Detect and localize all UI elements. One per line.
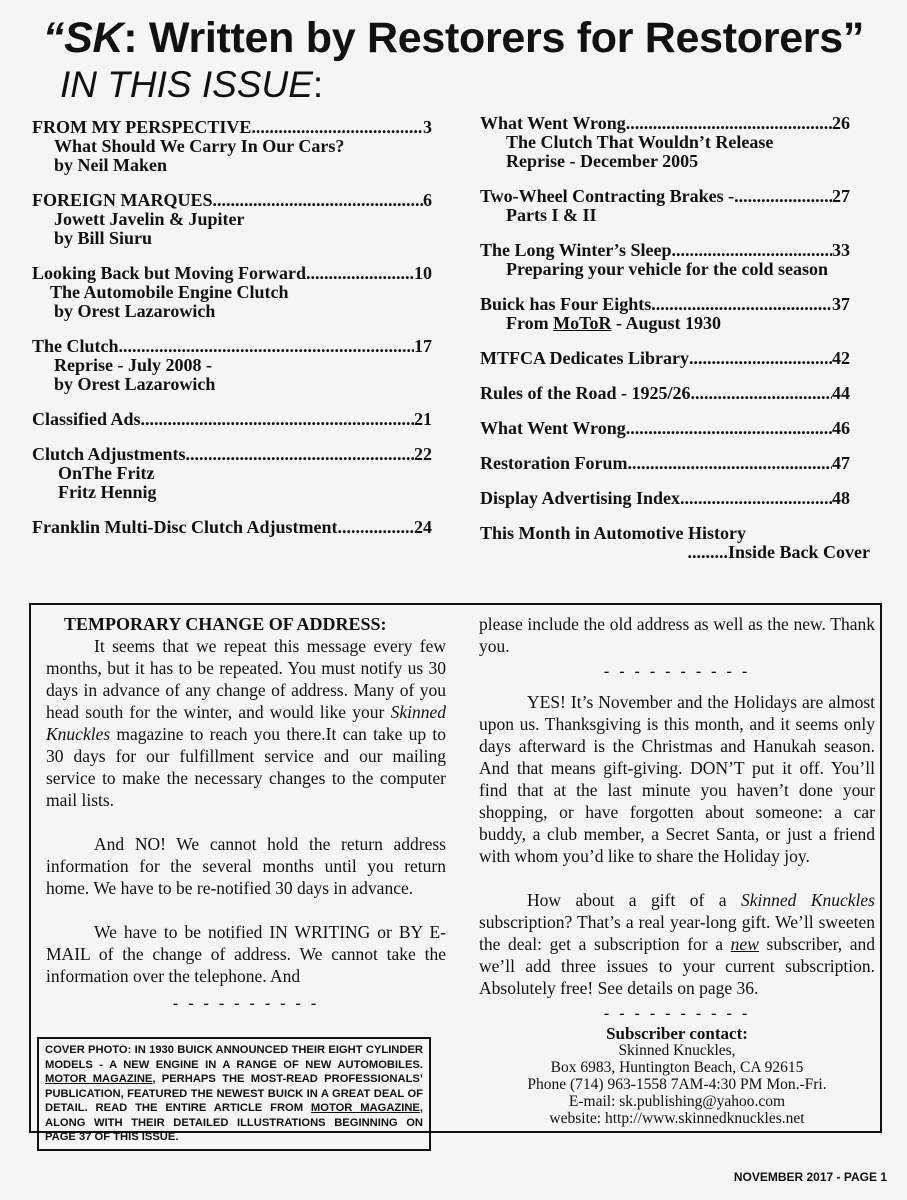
toc-leader [627,454,832,473]
toc-sub-date: - August 1930 [611,313,722,333]
notice-text: subscription? That’s a real year-long gift. We’ll sweeten the deal: get a subscription for a [479,912,875,954]
toc-subtitle-2: Reprise - December 2005 [506,151,699,171]
toc-subtitle: The Clutch That Wouldn’t Release [506,132,774,152]
toc-author: Fritz Hennig [58,482,157,502]
caption-text: COVER PHOTO: IN 1930 BUICK ANNOUNCED THEIR EIGHT CYLINDER MODELS - A NEW ENGINE IN A RANGE OF NEW AUTOMOBILES. [45,1044,423,1071]
toc-title: This Month in Automotive History [480,523,747,543]
notice-paragraph: And NO! We cannot hold the return address information for the several months until you return home. We have to be re-notified 30 days in advance. [46,834,446,898]
toc-entry[interactable] [480,187,850,225]
notice-paragraph [46,635,446,811]
notice-right-column [479,613,875,1033]
toc-left-column [32,118,432,553]
toc-title: What Went Wrong [480,113,626,133]
notice-text: magazine to reach you there.It can take up to 30 days for our fulfillment service and our mailing service to make the necessary changes to the computer mail lists. [46,724,446,810]
toc-leader [141,410,414,429]
toc-subtitle: OnThe Fritz [58,463,155,483]
toc-title: The Clutch [32,336,119,356]
contact-heading: Subscriber contact: [606,1024,748,1043]
toc-entry[interactable] [32,518,432,537]
subhead-colon: : [312,64,324,105]
toc-entry[interactable] [480,114,850,171]
toc-entry[interactable] [32,337,432,394]
toc-leader [213,191,423,210]
toc-leader [680,489,832,508]
toc-title: Two-Wheel Contracting Brakes - [480,186,735,206]
toc-author: by Orest Lazarowich [54,374,216,394]
toc-leader [691,384,833,403]
contact-website[interactable]: website: http://www.skinnedknuckles.net [549,1110,805,1127]
toc-leader [672,241,832,260]
toc-author: by Neil Maken [54,155,168,175]
toc-page: 47 [832,453,850,473]
toc-entry[interactable] [480,241,850,279]
toc-page: .........Inside Back Cover [687,542,870,562]
magazine-tagline [0,14,907,63]
toc-sub-motor: MoToR [553,313,612,333]
page-footer: NOVEMBER 2017 - PAGE 1 [733,1170,887,1184]
toc-title: Buick has Four Eights [480,294,652,314]
toc-title: Clutch Adjustments [32,444,186,464]
toc-entry[interactable] [480,523,870,562]
toc-entry[interactable] [32,410,432,429]
toc-entry[interactable] [480,419,850,438]
cover-photo-caption [37,1037,431,1151]
toc-subtitle [480,314,850,333]
notice-paragraph [479,889,875,999]
toc-entry[interactable] [32,264,432,321]
toc-title: Display Advertising Index [480,488,681,508]
toc-page: 44 [832,383,850,403]
toc-page: 27 [832,186,850,206]
toc-leader [651,295,832,314]
toc-entry[interactable] [480,349,850,368]
notice-paragraph: please include the old address as well as the new. Thank you. [479,614,875,656]
toc-page: 3 [423,117,432,137]
toc-subtitle: Preparing your vehicle for the cold season [506,259,828,279]
notice-paragraph: We have to be notified IN WRITING or BY E-MAIL of the change of address. We cannot take the information over the telephone. And [46,922,446,986]
toc-title: FROM MY PERSPECTIVE [32,117,252,137]
notice-text: subscriber, and we’ll add three issues to your current subscription. Absolutely free! See details on page 36. [479,934,875,998]
toc-title: Restoration Forum [480,453,628,473]
toc-page: 33 [832,240,850,260]
notice-text: How about a gift of a [527,890,741,910]
magazine-name: Skinned Knuckles [741,890,875,910]
toc-page: 21 [414,409,432,429]
toc-entry[interactable] [480,384,850,403]
toc-title: MTFCA Dedicates Library [480,348,689,368]
toc-leader [186,445,414,464]
notice-left-column [46,613,446,1023]
contact-name: Skinned Knuckles, [618,1042,736,1059]
subscriber-contact [479,1025,875,1127]
toc-subtitle: What Should We Carry In Our Cars? [54,136,345,156]
toc-page: 10 [414,263,432,283]
caption-magazine: MOTOR MAGAZINE [45,1073,153,1085]
toc-author: by Orest Lazarowich [54,301,216,321]
toc-title: What Went Wrong [480,418,626,438]
toc-entry[interactable] [32,118,432,175]
toc-leader [251,118,423,137]
tagline-rest: : Written by Restorers for Restorers” [123,14,865,62]
toc-author: by Bill Siuru [54,228,153,248]
toc-page: 46 [832,418,850,438]
divider: - - - - - - - - - - [603,1005,751,1022]
contact-address: Box 6983, Huntington Beach, CA 92615 [550,1059,804,1076]
toc-leader [689,349,832,368]
toc-entry[interactable] [480,454,850,473]
toc-right-column [480,113,870,578]
emphasis-new: new [730,934,759,954]
toc-title: Rules of the Road - 1925/26 [480,383,691,403]
subhead-text: IN THIS ISSUE [60,64,313,105]
contact-email[interactable]: E-mail: sk.publishing@yahoo.com [568,1093,786,1110]
notice-paragraph: YES! It’s November and the Holidays are almost upon us. Thanksgiving is this month, and it seems only days afterward is the Christmas and Hanukah season. And that means gift-giving. DON’T put it off. You’ll find that at the last minute you haven’t done your shopping, or have forgotten about someone: a car buddy, a club member, a Secret Santa, or just a friend with whom you’d like to share the Holiday joy. [479,692,875,866]
toc-page: 6 [423,190,432,210]
contact-phone: Phone (714) 963-1558 7AM-4:30 PM Mon.-Fri. [527,1076,827,1093]
notice-text: It seems that we repeat this message every few months, but it has to be repeated. You must notify us 30 days in advance of any change of address. Many of you head south for the winter, and would like your [46,636,446,722]
toc-page: 26 [832,113,850,133]
toc-page: 17 [414,336,432,356]
toc-leader [119,337,414,356]
toc-subtitle: The Automobile Engine Clutch [50,282,289,302]
toc-leader [626,419,832,438]
toc-title: Looking Back but Moving Forward [32,263,307,283]
notice-box [29,603,882,1143]
divider: - - - - - - - - - - [172,995,320,1012]
caption-text: , ALONG WITH THEIR DETAILED ILLUSTRATIONS BEGINNING ON PAGE 37 OF THIS ISSUE. [45,1102,423,1143]
toc-subtitle: Jowett Javelin & Jupiter [54,209,245,229]
toc-page: 24 [414,517,432,537]
toc-sub-from: From [506,313,554,333]
notice-heading: TEMPORARY CHANGE OF ADDRESS: [64,614,387,634]
toc-page: 48 [832,488,850,508]
in-this-issue-heading [60,64,323,106]
toc-subtitle: Parts I & II [506,205,597,225]
caption-magazine: MOTOR MAGAZINE [310,1102,420,1114]
toc-leader [734,187,832,206]
toc-leader [306,264,414,283]
divider: - - - - - - - - - - [603,663,751,680]
toc-entry[interactable] [480,295,850,333]
toc-page: 22 [414,444,432,464]
toc-title: Franklin Multi-Disc Clutch Adjustment [32,517,338,537]
toc-entry[interactable] [32,445,432,502]
toc-page: 42 [832,348,850,368]
tagline-sk: “SK [42,14,124,62]
toc-subtitle: Reprise - July 2008 - [54,355,212,375]
toc-page: 37 [832,294,850,314]
toc-leader [626,114,832,133]
magazine-name: Skinned Knuckles [46,702,446,744]
toc-title: Classified Ads [32,409,141,429]
toc-leader [338,518,414,537]
toc-entry[interactable] [480,489,850,508]
toc-entry[interactable] [32,191,432,248]
toc-title: The Long Winter’s Sleep [480,240,672,260]
toc-title: FOREIGN MARQUES [32,190,213,210]
caption-text: , PERHAPS THE MOST-READ PROFESSIONALS’ PUBLICATION, FEATURED THE NEWEST BUICK IN A GREAT DEAL OF DETAIL. READ THE ENTIRE ARTICLE FROM [45,1073,423,1114]
